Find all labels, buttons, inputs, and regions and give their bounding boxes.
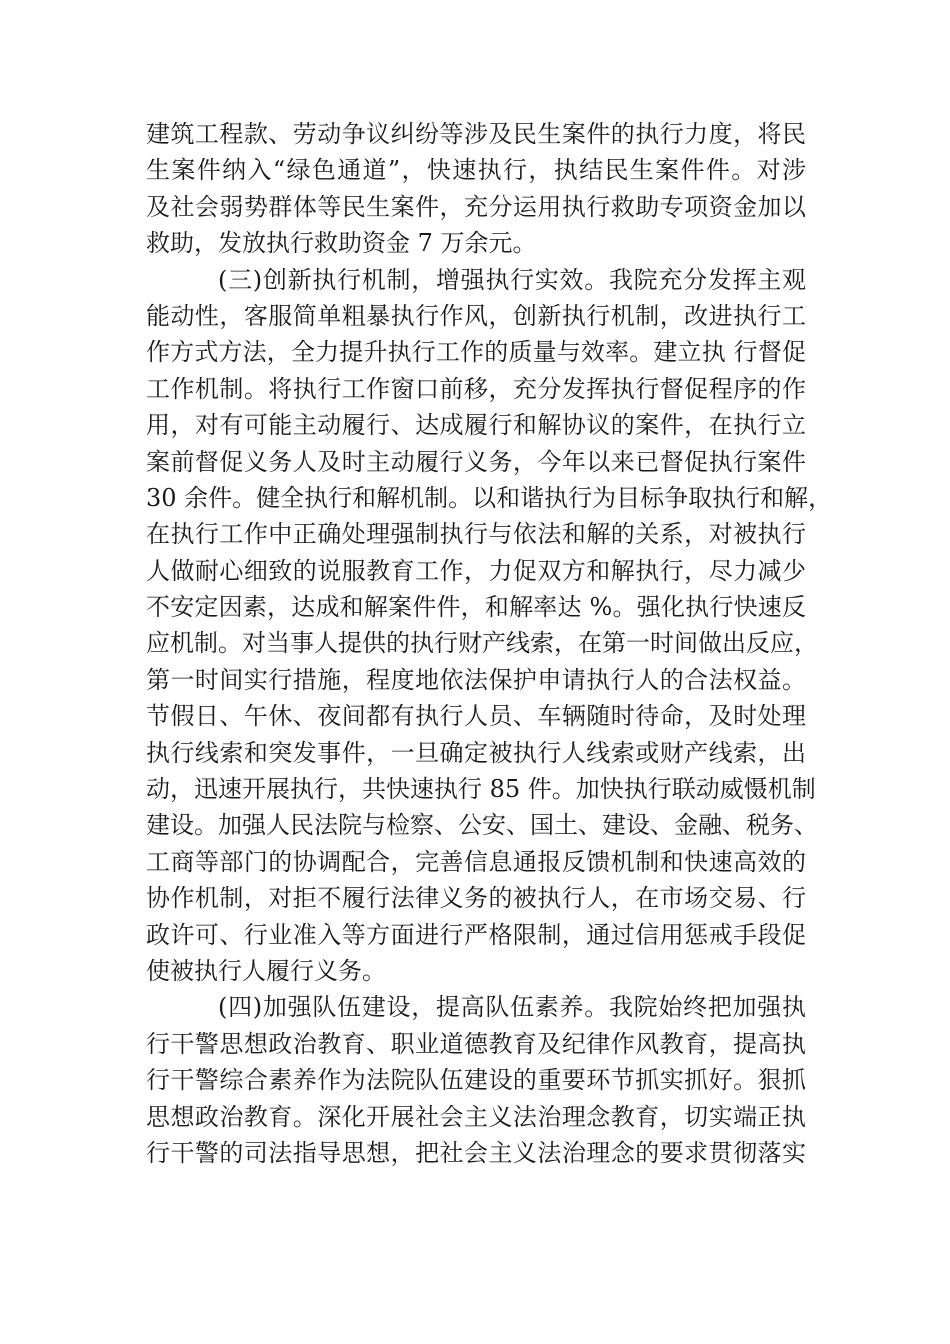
text-line: 在执行工作中正确处理强制执行与依法和解的关系，对被执行 bbox=[146, 520, 806, 549]
text-line: 救助，发放执行救助资金 7 万余元。 bbox=[146, 229, 537, 258]
text-line: 使被执行人履行义务。 bbox=[146, 956, 386, 985]
text-line: 思想政治教育。深化开展社会主义法治理念教育，切实端正执 bbox=[146, 1102, 806, 1131]
text-line: 行干警思想政治教育、职业道德教育及纪律作风教育，提高执 bbox=[146, 1029, 806, 1058]
text-line: 用，对有可能主动履行、达成履行和解协议的案件，在执行立 bbox=[146, 411, 806, 440]
text-line: 不安定因素，达成和解案件件，和解率达 %。强化执行快速反 bbox=[146, 593, 806, 622]
text-line: 30 余件。健全执行和解机制。以和谐执行为目标争取执行和解， bbox=[146, 483, 833, 512]
text-line: 案前督促义务人及时主动履行义务，今年以来已督促执行案件 bbox=[146, 447, 806, 476]
text-line: (四)加强队伍建设，提高队伍素养。我院始终把加强执 bbox=[218, 993, 806, 1022]
text-line: 作方式方法，全力提升执行工作的质量与效率。建立执 行督促 bbox=[146, 338, 806, 367]
text-line: 工商等部门的协调配合，完善信息通报反馈机制和快速高效的 bbox=[146, 847, 806, 876]
text-line: 及社会弱势群体等民生案件，充分运用执行救助专项资金加以 bbox=[146, 192, 806, 221]
text-line: 建筑工程款、劳动争议纠纷等涉及民生案件的执行力度，将民 bbox=[146, 120, 806, 148]
text-line: 建设。加强人民法院与检察、公安、国土、建设、金融、税务、 bbox=[146, 811, 818, 840]
text-line: 行干警综合素养作为法院队伍建设的重要环节抓实抓好。狠抓 bbox=[146, 1066, 806, 1095]
text-line: 节假日、午休、夜间都有执行人员、车辆随时待命，及时处理 bbox=[146, 702, 806, 731]
text-line: 第一时间实行措施，程度地依法保护申请执行人的合法权益。 bbox=[146, 665, 806, 694]
text-line: 执行线索和突发事件，一旦确定被执行人线索或财产线索，出 bbox=[146, 738, 806, 767]
text-line: 能动性，客服简单粗暴执行作风，创新执行机制，改进执行工 bbox=[146, 301, 806, 330]
text-line: (三)创新执行机制，增强执行实效。我院充分发挥主观 bbox=[218, 265, 806, 294]
text-line: 应机制。对当事人提供的执行财产线索，在第一时间做出反应， bbox=[146, 629, 818, 658]
text-line: 人做耐心细致的说服教育工作，力促双方和解执行，尽力减少 bbox=[146, 556, 806, 585]
text-line: 工作机制。将执行工作窗口前移，充分发挥执行督促程序的作 bbox=[146, 374, 806, 403]
text-line: 行干警的司法指导思想，把社会主义法治理念的要求贯彻落实 bbox=[146, 1138, 806, 1167]
document-body bbox=[146, 116, 833, 1171]
text-line: 动，迅速开展执行，共快速执行 85 件。加快执行联动威慑机制 bbox=[146, 775, 816, 804]
text-line: 政许可、行业准入等方面进行严格限制，通过信用惩戒手段促 bbox=[146, 920, 806, 949]
text-line: 生案件纳入“绿色通道”，快速执行，执结民生案件件。对涉 bbox=[146, 156, 806, 185]
text-line: 协作机制，对拒不履行法律义务的被执行人，在市场交易、行 bbox=[146, 884, 806, 913]
